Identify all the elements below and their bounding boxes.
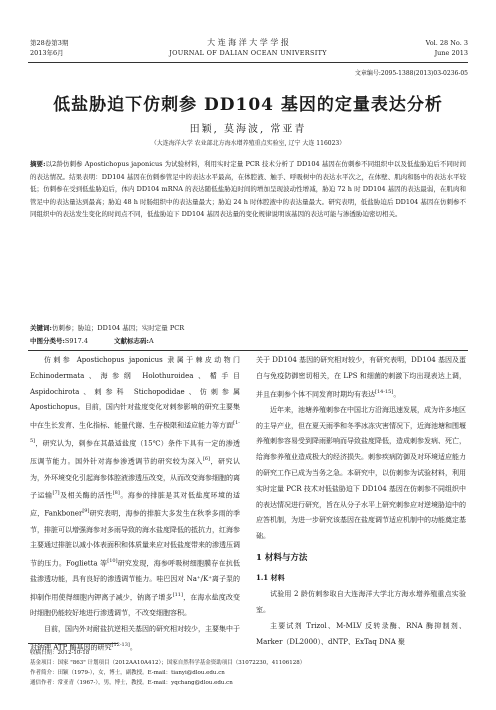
right-paragraph-4: 主要试剂 Trizol、M-MLV 反转录酶、RNA 酶抑制剂、Marker（DL2000）、dNTP、ExTaq DNA 聚 <box>256 622 466 646</box>
journal-header <box>0 0 496 78</box>
date-cn: 2013年6月 <box>30 49 64 57</box>
volume-cn: 第28卷第3期 <box>30 39 69 47</box>
volume-en: Vol. 28 No. 3 <box>425 39 468 47</box>
abstract-text: 以2龄仿刺参 Apostichopus japonicus 为试验材料，利用实时定量 PCR 技术分析了 DD104 基因在仿刺参不同组织中以及低盐胁迫后不同时间的表达情况。结果表明：DD104 基因在仿刺参管足中的表达水平最高，在体腔液、触手、呼吸树中的表达水平次之，在体壁、肌肉和肠中的表达水平较低；仿刺参在受到低盐胁迫后，体内 DD104 mRNA 的表达随低盐胁迫时间的增加呈现波动性增减，胁迫 72 h 时 DD104 基因的表达最弱，在肌肉和管足中的表达量达到最高；胁迫 48 h 时肠组织中的表达量最大；胁迫 24 h 时体腔液中的表达量最大。研究表明，低盐胁迫后 DD104 基因在仿刺参不同组织中的表达发生变化的时间点不同，低盐胁迫下 DD104 基因表达量的变化规律说明该基因的表达可能与渗透胁迫密切相关。 <box>30 160 467 219</box>
article-title: 低盐胁迫下仿刺参 DD104 基因的定量表达分析 <box>53 95 443 115</box>
corresponding-author: 通信作者：常亚青（1967-），男，博士，教授。E-mail：yqchang@dlou.edu.cn <box>30 680 233 686</box>
header-right <box>426 38 468 58</box>
funding: 基金项目：国家 "863" 计划项目（2012AA10A412）；国家自然科学基金资助项目（31072230，41106128） <box>30 660 306 666</box>
classification: S917.4 <box>64 337 88 345</box>
keywords-label: 关键词: <box>30 324 52 332</box>
right-column <box>256 353 466 651</box>
classification-label: 中图分类号: <box>30 337 65 345</box>
received-date: 收稿日期：2012-10-18 <box>30 650 90 656</box>
abstract <box>30 158 466 221</box>
classification-line <box>30 336 154 345</box>
affiliation: （大连海洋大学 农业部北方海水增养殖重点实验室, 辽宁 大连 116023） <box>150 140 346 147</box>
footnote-rule <box>28 643 118 644</box>
left-paragraph-1: 仿刺参 Apostichopus japonicus 隶属于棘皮动物门 Echinodermata、海参纲 Holothuroidea、楯手目 Aspidochirota、刺参科 Stichopodidae、仿刺参属 Apostichopus。目前，国内针对盐度变化对刺参影响的研究主要集中在生长发育、生化指标、能量代谢、生存极限和适应能力等方面[1-5]，研究认为，刺参在其最适盐度（15℃）条件下具有一定的渗透压调节能力。国外针对海参渗透调节的研究较为深入[6]，研究认为，外环境变化引起海参体腔液渗透压改变，从而改变海参细胞的离子运输[7]及相关酶的活性[8]。海参的排脏是其对低盐度环境的适应，Fankboner[9]研究表明，海参的排脏大多发生在秋季多雨的季节，排脏可以增强海参对多雨导致的海水盐度降低的抵抗力，红海参主要通过排脏以减小体表面积和体质量来应对低盐度带来的渗透压调节的压力。Foglietta 等[10]研究发现，海参呼吸树细胞膜存在抗低盐渗透功能，具有良好的渗透调节能力。哇巴因对 Na⁺/K⁺离子泵的抑制作用使得细胞内钾离子减少，钠离子增多[11]，在海水盐度改变时细胞仍能较好地进行渗透调节，不改变细胞容积。 <box>30 356 241 618</box>
doc-code: A <box>148 337 154 345</box>
abstract-label: 摘要: <box>30 160 46 168</box>
date-en: June 2013 <box>434 49 468 57</box>
left-column <box>30 353 240 656</box>
right-paragraph-2: 近年来，池塘养殖刺参在中国北方沿海迅速发展，成为许多地区的主导产业，但在夏天雨季和冬季冰冻灾害情况下，近海池塘和围堰养殖刺参容易受到降雨影响而导致盐度降低，造成刺参发病、死亡，给海参养殖业造成极大的经济损失。刺参疾病防御及对环境适应能力的研究工作已成为当务之急。本研究中，以仿刺参为试验材料，利用实时定量 PCR 技术对低盐胁迫下 DD104 基因在仿刺参不同组织中的表达情况进行研究，旨在从分子水平上研究刺参应对逆境胁迫中的应答机制，为进一步研究该基因在盐度调节适应机制中的功能奠定基础。 <box>256 405 466 541</box>
author-bio: 作者简介：田颖（1979-），女，博士，副教授。E-mail：tianyi@dlou.edu.cn <box>30 670 225 676</box>
right-paragraph-3: 试验用 2 龄仿刺参取自大连海洋大学北方海水增养殖重点实验室。 <box>256 590 466 615</box>
journal-name-cn: 大 连 海 洋 大 学 学 报 <box>207 38 289 47</box>
authors: 田颖, 莫海波, 常亚青 <box>189 124 307 135</box>
footnotes <box>30 648 470 688</box>
abstract-rule <box>28 350 468 351</box>
section-heading: 1 材料与方法 <box>256 552 308 563</box>
subsection-heading: 1.1 材料 <box>256 572 285 582</box>
doc-number: 文章编号:2095-1388(2013)03-0236-05 <box>354 70 468 77</box>
keywords-line <box>30 323 184 332</box>
journal-name-en: JOURNAL OF DALIAN OCEAN UNIVERSITY <box>169 49 327 57</box>
keywords: 仿刺参；胁迫；DD104 基因；实时定量 PCR <box>51 324 185 332</box>
left-paragraph-2: 目前，国内外对耐盐抗逆相关基因的研究相对较少，主要集中于对钠钾 ATP 酶基因的研究[12-13]。 <box>30 625 240 652</box>
header-center <box>0 38 496 58</box>
right-paragraph-1: 关于 DD104 基因的研究相对较少，有研究表明，DD104 基因及蛋白与免疫防御密切相关，在 LPS 和细菌的刺激下均出现表达上调，并且在刺参个体不同发育时期均有表达[14-15]。 <box>256 356 466 398</box>
doc-code-label: 文献标志码: <box>114 337 149 345</box>
header-rule <box>28 62 468 63</box>
